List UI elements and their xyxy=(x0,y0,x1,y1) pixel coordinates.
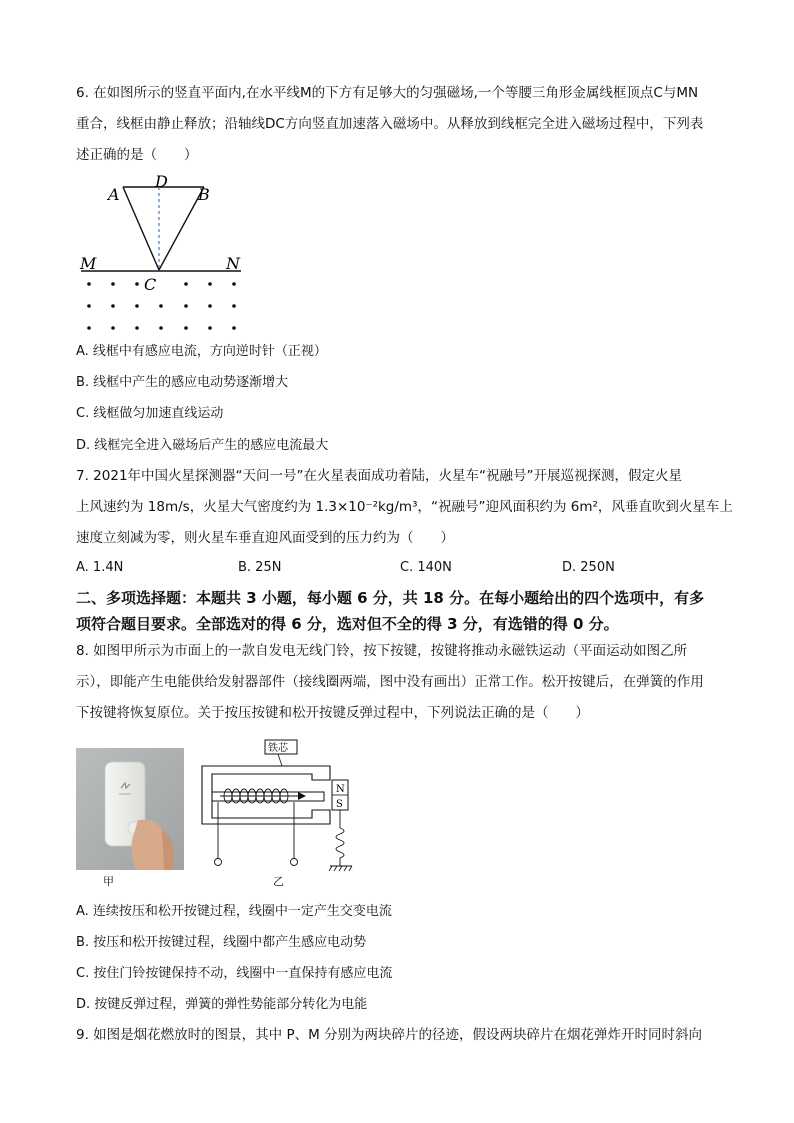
label-m: M xyxy=(80,254,97,273)
q6-option-d[interactable]: D. 线框完全进入磁场后产生的感应电流最大 xyxy=(76,438,329,453)
fig-caption-jia: 甲 xyxy=(103,875,114,888)
section-2-heading-line-2: 项符合题目要求。全部选对的得 6 分，选对但不全的得 3 分，有选错的得 0 分。 xyxy=(76,615,619,633)
q6-option-b[interactable]: B. 线框中产生的感应电动势逐渐增大 xyxy=(76,375,289,390)
q9-line-1: 9. 如图是烟花燃放时的图景，其中 P、M 分别为两块碎片的径迹，假设两块碎片在烟花弹炸开时同时斜向 xyxy=(76,1027,703,1043)
q7-option-a[interactable]: A. 1.4N xyxy=(76,560,124,575)
q7-line-1: 7. 2021年中国火星探测器“天问一号”在火星表面成功着陆，火星车“祝融号”开展巡视探测，假定火星 xyxy=(76,468,683,484)
q7-option-c[interactable]: C. 140N xyxy=(400,560,452,575)
q6-triangle-figure xyxy=(76,170,256,336)
q6-line-1: 6. 在如图所示的竖直平面内,在水平线M的下方有足够大的匀强磁场,一个等腰三角形金属线框顶点C与MN xyxy=(76,85,699,101)
q8-option-c[interactable]: C. 按住门铃按键保持不动，线圈中一直保持有感应电流 xyxy=(76,966,393,981)
q6-line-3: 述正确的是（ ） xyxy=(76,147,198,163)
q6-option-c[interactable]: C. 线框做匀加速直线运动 xyxy=(76,406,224,421)
q8-option-b[interactable]: B. 按压和松开按键过程，线圈中都产生感应电动势 xyxy=(76,935,367,950)
fig-caption-yi: 乙 xyxy=(273,875,284,888)
magnetic-field-dots xyxy=(87,282,236,330)
q7-line-2: 上风速约为 18m/s，火星大气密度约为 1.3×10⁻²kg/m³，“祝融号”迎风面积约为 6m²，风垂直吹到火星车上 xyxy=(76,499,733,515)
q8-option-a[interactable]: A. 连续按压和松开按键过程，线圈中一定产生交变电流 xyxy=(76,904,392,919)
iron-core-label: 铁芯 xyxy=(268,743,288,754)
q7-option-d[interactable]: D. 250N xyxy=(562,560,615,575)
q6-option-a[interactable]: A. 线框中有感应电流，方向逆时针（正视） xyxy=(76,344,327,359)
q8-line-3: 下按键将恢复原位。关于按压按键和松开按键反弹过程中，下列说法正确的是（ ） xyxy=(76,705,589,721)
label-d: D xyxy=(155,172,168,191)
q8-line-2: 示），即能产生电能供给发射器部件（接线圈两端，图中没有画出）正常工作。松开按键后，在弹簧的作用 xyxy=(76,674,704,690)
q7-option-b[interactable]: B. 25N xyxy=(238,560,282,575)
label-b: B xyxy=(198,185,210,204)
label-c: C xyxy=(144,275,157,294)
q8-line-1: 8. 如图甲所示为市面上的一款自发电无线门铃，按下按键，按键将推动永磁铁运动（平面运动如图乙所 xyxy=(76,643,688,659)
q7-line-3: 速度立刻减为零，则火星车垂直迎风面受到的压力约为（ ） xyxy=(76,530,454,546)
section-2-heading-line-1: 二、多项选择题：本题共 3 小题，每小题 6 分，共 18 分。在每小题给出的四个选项中，有多 xyxy=(76,589,705,607)
coil-magnet-diagram xyxy=(190,738,365,878)
magnet-n-label: N xyxy=(336,784,345,795)
magnet-s-label: S xyxy=(336,799,343,810)
label-n: N xyxy=(226,254,240,273)
label-a: A xyxy=(108,185,120,204)
q8-option-d[interactable]: D. 按键反弹过程，弹簧的弹性势能部分转化为电能 xyxy=(76,997,368,1012)
doorbell-photo xyxy=(76,748,184,870)
q6-line-2: 重合，线框由静止释放；沿轴线DC方向竖直加速落入磁场中。从释放到线框完全进入磁场过程中，下列表 xyxy=(76,116,704,132)
